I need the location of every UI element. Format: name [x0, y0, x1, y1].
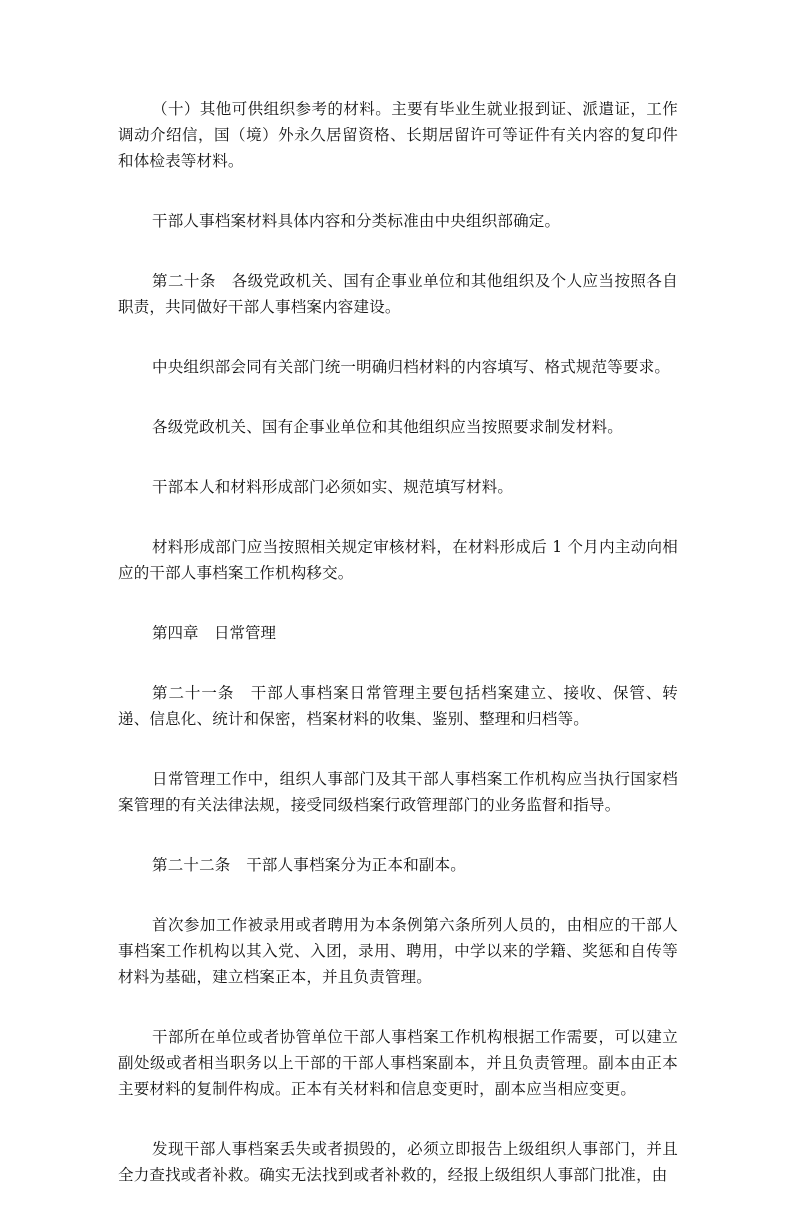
paragraph-article-21: 第二十一条 干部人事档案日常管理主要包括档案建立、接收、保管、转递、信息化、统计和保密，档案材料的收集、鉴别、整理和归档等。 — [118, 684, 678, 728]
paragraph-duplicate-archive: 干部所在单位或者协管单位干部人事档案工作机构根据工作需要，可以建立副处级或者相当职务以上干部的干部人事档案副本，并且负责管理。副本由正本主要材料的复制件构成。正本有关材料和信息变更时，副本应当相应变更。 — [118, 1028, 678, 1098]
document-body — [118, 96, 678, 1222]
paragraph-format-requirements: 中央组织部会同有关部门统一明确归档材料的内容填写、格式规范等要求。 — [152, 358, 671, 376]
paragraph-issue-materials: 各级党政机关、国有企事业单位和其他组织应当按照要求制发材料。 — [152, 418, 624, 436]
paragraph-daily-management: 日常管理工作中，组织人事部门及其干部人事档案工作机构应当执行国家档案管理的有关法律法规，接受同级档案行政管理部门的业务监督和指导。 — [118, 770, 678, 814]
paragraph-classification-standard: 干部人事档案材料具体内容和分类标准由中央组织部确定。 — [152, 212, 561, 230]
paragraph-review-transfer: 材料形成部门应当按照相关规定审核材料，在材料形成后 1 个月内主动向相应的干部人事档案工作机构移交。 — [118, 538, 678, 582]
paragraph-article-20: 第二十条 各级党政机关、国有企事业单位和其他组织及个人应当按照各自职责，共同做好干部人事档案内容建设。 — [118, 272, 678, 316]
paragraph-other-materials: （十）其他可供组织参考的材料。主要有毕业生就业报到证、派遣证，工作调动介绍信，国（境）外永久居留资格、长期居留许可等证件有关内容的复印件和体检表等材料。 — [118, 100, 678, 170]
paragraph-fill-materials: 干部本人和材料形成部门必须如实、规范填写材料。 — [152, 478, 514, 496]
paragraph-lost-archive: 发现干部人事档案丢失或者损毁的，必须立即报告上级组织人事部门，并且全力查找或者补救。确实无法找到或者补救的，经报上级组织人事部门批准，由 — [118, 1140, 678, 1184]
chapter-heading: 第四章 日常管理 — [152, 624, 277, 642]
paragraph-article-22: 第二十二条 干部人事档案分为正本和副本。 — [152, 856, 467, 874]
paragraph-original-archive: 首次参加工作被录用或者聘用为本条例第六条所列人员的，由相应的干部人事档案工作机构以其入党、入团，录用、聘用，中学以来的学籍、奖惩和自传等材料为基础，建立档案正本，并且负责管理。 — [118, 916, 678, 986]
